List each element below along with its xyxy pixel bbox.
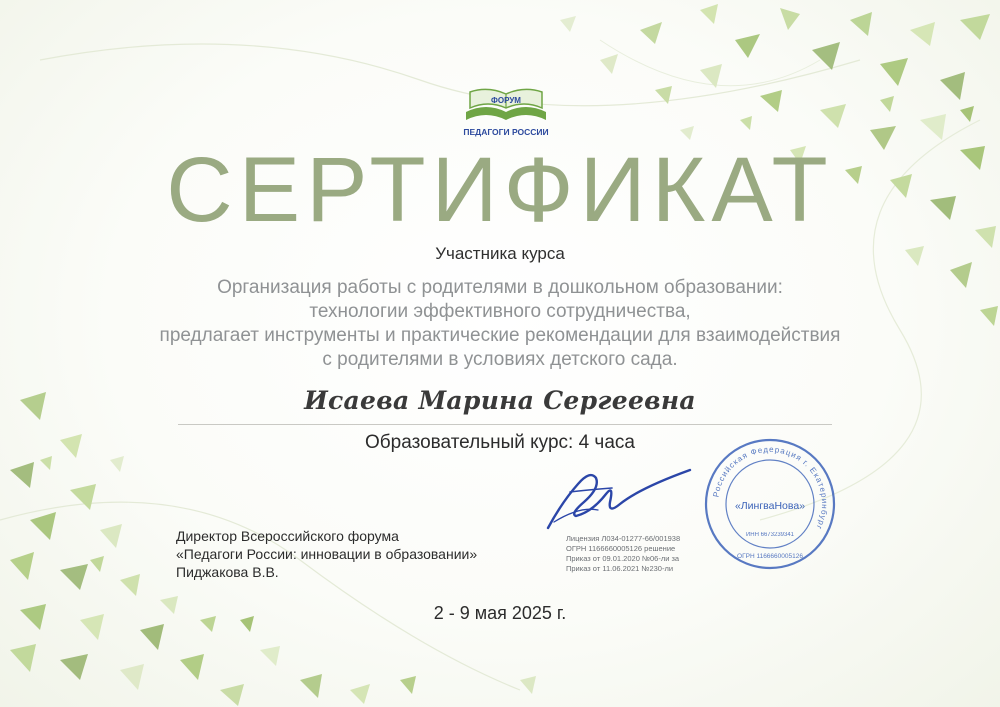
director-block [176,527,477,581]
certificate-subtitle: Участника курса [435,244,565,263]
signature [540,462,700,534]
stamp-bottom-text: ОГРН 1166660005126 [737,553,803,560]
logo-top-text: ФОРУМ [491,96,521,105]
course-line: технологии эффективного сотрудничества, [309,301,691,322]
stamp-ring-text: Российская Федерация г. Екатеринбург [711,444,830,532]
course-line: предлагает инструменты и практические рекомендации для взаимодействия [159,325,841,346]
stamp-center-text: «ЛингваНова» [734,500,806,512]
license-line: ОГРН 1166660005126 решение [566,544,676,553]
course-description [0,276,1000,372]
logo-bottom-text: ПЕДАГОГИ РОССИИ [463,127,549,137]
course-line: Организация работы с родителями в дошкольном образовании: [217,277,783,298]
recipient-name: Исаева Марина Сергеевна [304,386,696,415]
event-date: 2 - 9 мая 2025 г. [433,603,567,623]
license-line: Приказ от 11.06.2021 №230-ли [566,564,674,573]
name-underline [178,424,832,425]
stamp-inner-text: ИНН 6673239341 [745,532,795,538]
license-line: Лицензия Л034-01277-66/001938 [566,534,681,543]
certificate-title: СЕРТИФИКАТ [166,139,834,241]
director-line: Пиджакова В.В. [176,564,279,580]
director-line: «Педагоги России: инновации в образовании» [176,546,478,562]
organization-stamp [702,436,838,572]
director-line: Директор Всероссийского форума [176,528,399,544]
course-hours: Образовательный курс: 4 часа [365,432,635,453]
license-info [566,534,680,574]
forum-logo [458,82,554,142]
license-line: Приказ от 09.01.2020 №06-ли за [566,554,680,563]
course-line: с родителями в условиях детского сада. [322,349,678,370]
